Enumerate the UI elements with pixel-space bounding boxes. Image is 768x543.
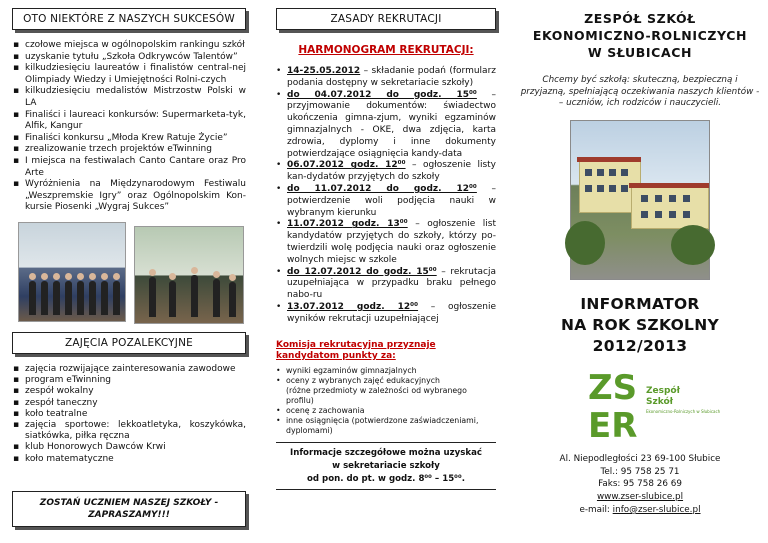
points-subtext: (różne przedmioty w zależności od wybranego profilu) xyxy=(286,385,467,405)
activities-list xyxy=(12,364,246,465)
points-item xyxy=(276,376,496,406)
invitation-line-1: ZOSTAŃ UCZNIEM NASZEJ SZKOŁY - xyxy=(39,497,219,508)
success-item: ▪ Finaliści i laureaci konkursów: Supermarketa-tyk, Alfik, Kangur xyxy=(12,110,246,133)
informator-line-2: NA ROK SZKOLNY xyxy=(560,315,720,334)
svg-text:Zespół: Zespół xyxy=(646,385,680,396)
svg-text:Ekonomiczno-Rolniczych w Słubi: Ekonomiczno-Rolniczych w Słubicach xyxy=(646,408,721,414)
office-info-line-1: Informacje szczegółowe można uzyskać xyxy=(290,447,482,458)
schedule-text: – ogłoszenie listy kan-dydatów przyjętych do szkoły xyxy=(287,160,496,183)
email-label: e-mail: xyxy=(579,504,613,515)
points-text: inne osiągnięcia (potwierdzone zaświadczeniami, dyplomami) xyxy=(286,415,479,435)
points-text: ocenę z zachowania xyxy=(286,405,365,415)
schedule-date: do 12.07.2012 do godz. 15⁰⁰ xyxy=(287,266,437,277)
schedule-date: 06.07.2012 godz. 12⁰⁰ xyxy=(287,160,406,171)
schedule-date: 11.07.2012 godz. 13⁰⁰ xyxy=(287,219,408,230)
informator-title xyxy=(520,294,760,357)
successes-heading: OTO NIEKTÓRE Z NASZYCH SUKCESÓW xyxy=(12,8,246,30)
schedule-heading: HARMONOGRAM REKRUTACJI: xyxy=(298,44,474,56)
rules-heading: ZASADY REKRUTACJI xyxy=(276,8,496,30)
schedule-item xyxy=(276,90,496,161)
schedule-item xyxy=(276,267,496,302)
school-logo xyxy=(580,363,721,446)
schedule-date: 14-25.05.2012 xyxy=(287,66,361,76)
students-group-photo xyxy=(18,222,126,322)
invitation-box xyxy=(12,491,246,527)
schedule-item xyxy=(276,302,496,326)
points-text: wyniki egzaminów gimnazjalnych xyxy=(286,365,417,375)
divider-bottom xyxy=(276,489,496,490)
school-name-line-2: EKONOMICZNO-ROLNICZYCH xyxy=(532,28,748,43)
success-item: ▪ Wyróżnienia na Międzynarodowym Festiwalu „Weszpremskie Igry” oraz Ogólnopolskim Kon-kursie Piosenki „Wygraj Sukces” xyxy=(12,179,246,214)
points-item xyxy=(276,416,496,436)
performance-photo xyxy=(134,226,244,324)
schedule-date: do 04.07.2012 do godz. 15⁰⁰ xyxy=(287,89,477,100)
success-item: ▪ uzyskanie tytułu „Szkoła Odkrywców Talentów” xyxy=(12,52,246,64)
office-info xyxy=(276,447,496,486)
schedule-date: do 11.07.2012 do godz. 12⁰⁰ xyxy=(287,183,477,194)
activity-item: ▪ zajęcia rozwijające zainteresowania zawodowe xyxy=(12,364,246,375)
photo-collage xyxy=(12,222,246,324)
points-item xyxy=(276,366,496,376)
right-panel xyxy=(512,0,768,543)
email-link[interactable]: info@zser-slubice.pl xyxy=(612,504,701,515)
schedule-item xyxy=(276,219,496,266)
schedule-list xyxy=(276,66,496,326)
activity-item: ▪ zespół wokalny xyxy=(12,386,246,397)
left-panel xyxy=(0,0,256,543)
activity-item: ▪ klub Honorowych Dawców Krwi xyxy=(12,442,246,453)
success-item: ▪ Finaliści konkursu „Młoda Krew Ratuje Życie” xyxy=(12,133,246,145)
email-row xyxy=(520,504,760,517)
informator-line-3: 2012/2013 xyxy=(592,336,688,355)
telephone: Tel.: 95 758 25 71 xyxy=(600,466,680,477)
address: Al. Niepodległości 23 69-100 Słubice xyxy=(559,453,721,464)
commission-heading: Komisja rekrutacyjna przyznaje kandydatom punkty za: xyxy=(276,339,436,362)
schedule-text: – przyjmowanie dokumentów: świadectwo ukończenia gimna-zjum, wyniki egzaminów gimnazjalnych - OKE, dwa zdjęcia, karta zdrowia, dyplomy i inne dokumenty potwierdzające osiągnięcia kandy-data xyxy=(287,89,496,159)
schedule-text: – rekrutacja uzupełniająca w przypadku braku pełnego nabo-ru xyxy=(287,266,496,301)
website-link[interactable]: www.zser-slubice.pl xyxy=(596,492,684,503)
activity-item: ▪ zespół taneczny xyxy=(12,398,246,409)
schedule-text: – potwierdzenie woli podjęcia nauki w wybranym kierunku xyxy=(287,183,496,218)
svg-text:ER: ER xyxy=(588,405,638,446)
schedule-text: – ogłoszenie list kandydatów przyjętych do szkoły, którzy po-twierdzili wolę podjęcia nauki oraz ogłoszenie wolnych miejsc w szkole xyxy=(287,219,496,265)
svg-text:Szkół: Szkół xyxy=(646,396,673,407)
activity-item: ▪ koło matematyczne xyxy=(12,454,246,465)
schedule-text: – składanie podań (formularz podania dostępny w sekretariacie szkoły) xyxy=(287,66,496,88)
school-name-line-3: W SŁUBICACH xyxy=(587,45,693,60)
informator-line-1: INFORMATOR xyxy=(580,294,700,313)
invitation-line-2: ZAPRASZAMY!!! xyxy=(88,509,170,520)
contact-info xyxy=(520,453,760,517)
success-item: ▪ I miejsca na festiwalach Canto Cantare oraz Pro Arte xyxy=(12,156,246,179)
school-motto: Chcemy być szkołą: skuteczną, bezpieczną i przyjazną, spełniającą oczekiwania naszych klientów - – uczniów, ich rodziców i nauczycieli. xyxy=(520,75,760,109)
activity-item: ▪ koło teatralne xyxy=(12,409,246,420)
svg-text:ZS: ZS xyxy=(588,367,638,408)
activity-item: ▪ zajęcia sportowe: lekkoatletyka, koszykówka, siatkówka, piłka ręczna xyxy=(12,420,246,442)
points-list xyxy=(276,366,496,436)
office-info-line-2: w sekretariacie szkoły xyxy=(332,460,440,471)
success-item: ▪ zrealizowanie trzech projektów eTwinning xyxy=(12,144,246,156)
school-name-line-1: ZESPÓŁ SZKÓŁ xyxy=(584,11,696,26)
school-building-photo xyxy=(570,120,710,280)
schedule-date: 13.07.2012 godz. 12⁰⁰ xyxy=(287,301,419,312)
middle-panel xyxy=(256,0,512,543)
activity-item: ▪ program eTwinning xyxy=(12,375,246,386)
schedule-item xyxy=(276,184,496,219)
points-text: oceny z wybranych zajęć edukacyjnych xyxy=(286,375,440,385)
successes-list xyxy=(12,40,246,214)
schedule-item xyxy=(276,66,496,90)
success-item: ▪ czołowe miejsca w ogólnopolskim rankingu szkół xyxy=(12,40,246,52)
points-item xyxy=(276,406,496,416)
office-info-line-3: od pon. do pt. w godz. 8⁰⁰ – 15⁰⁰. xyxy=(307,473,465,484)
divider-top xyxy=(276,442,496,443)
school-name xyxy=(520,10,760,61)
fax: Faks: 95 758 26 69 xyxy=(598,479,682,490)
success-item: ▪ kilkudziesięciu medalistów Mistrzostw Polski w LA xyxy=(12,86,246,109)
activities-heading: ZAJĘCIA POZALEKCYJNE xyxy=(12,332,246,354)
success-item: ▪ kilkudziesięciu laureatów i finalistów central-nej Olimpiady Wiedzy i Umiejętności Rolni-czych xyxy=(12,63,246,86)
schedule-item xyxy=(276,160,496,184)
schedule-text: – ogłoszenie wyników rekrutacji uzupełniającej xyxy=(287,301,496,324)
zser-logo-icon xyxy=(580,363,721,446)
